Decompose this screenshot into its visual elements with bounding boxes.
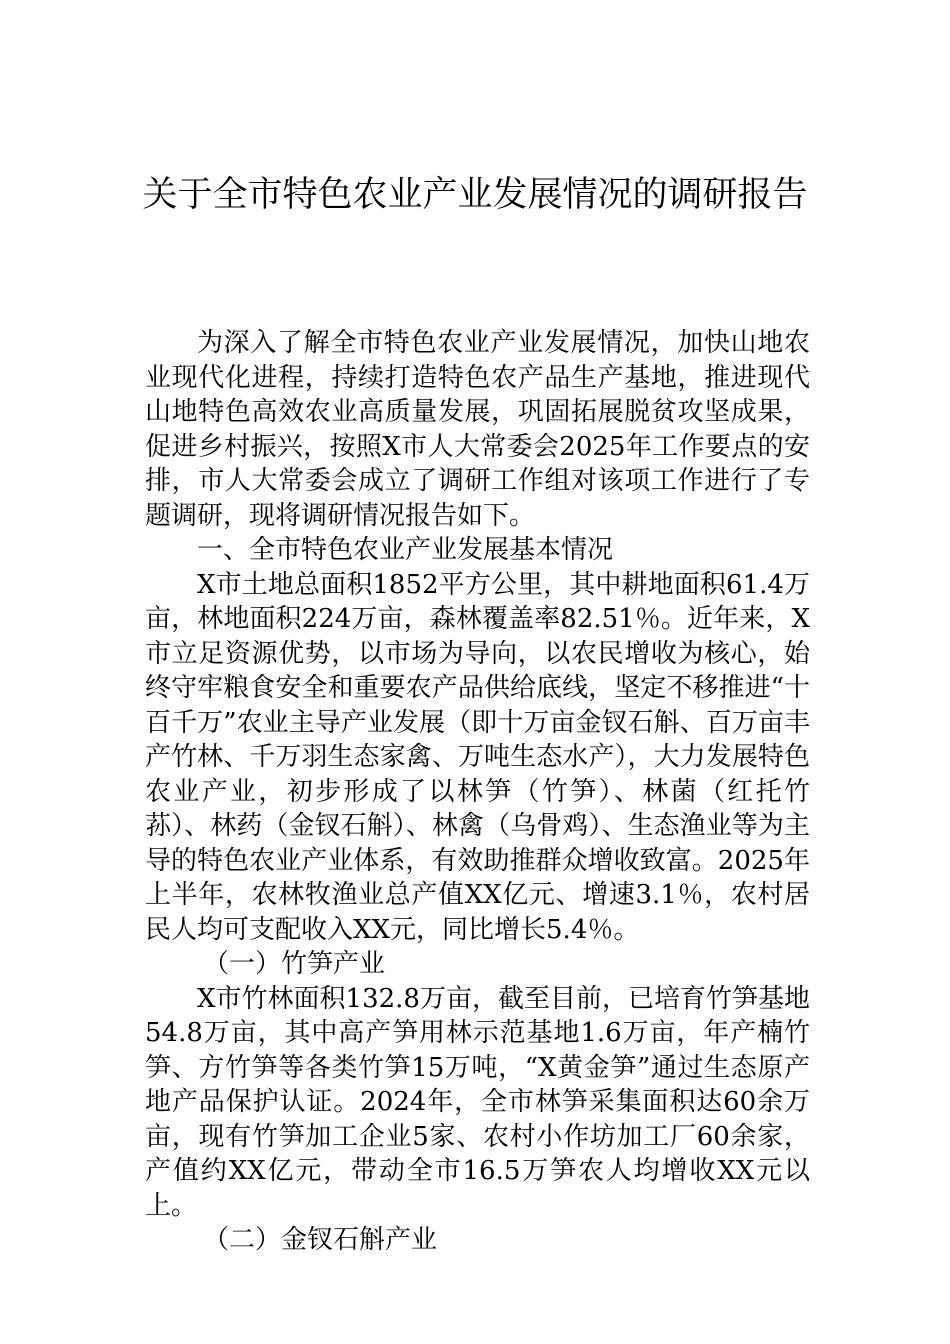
section-heading-1: 一、全市特色农业产业发展基本情况	[197, 535, 614, 565]
document-body	[145, 326, 810, 1258]
overview-paragraph: X市土地总面积1852平方公里，其中耕地面积61.4万亩，林地面积224万亩，森林覆盖率82.51％。近年来，X市立足资源优势，以市场为导向，以农民增收为核心，始终守牢粮食安全和重要农产品供给底线，坚定不移推进“十百千万”农业主导产业发展（即十万亩金钗石斛、百万亩丰产竹林、千万羽生态家禽、万吨生态水产），大力发展特色农业产业，初步形成了以林笋（竹笋）、林菌（红托竹荪）、林药（金钗石斛）、林禽（乌骨鸡）、生态渔业等为主导的特色农业产业体系，有效助推群众增收致富。2025年上半年，农林牧渔业总产值XX亿元、增速3.1％，农村居民人均可支配收入XX元，同比增长5.4％。	[145, 569, 810, 945]
bamboo-paragraph: X市竹林面积132.8万亩，截至目前，已培育竹笋基地54.8万亩，其中高产笋用林示范基地1.6万亩，年产楠竹笋、方竹笋等各类竹笋15万吨，“X黄金笋”通过生态原产地产品保护认证。2024年，全市林笋采集面积达60余万亩，现有竹笋加工企业5家、农村小作坊加工厂60余家，产值约XX亿元，带动全市16.5万笋农人均增收XX元以上。	[145, 983, 810, 1221]
intro-paragraph: 为深入了解全市特色农业产业发展情况，加快山地农业现代化进程，持续打造特色农产品生产基地，推进现代山地特色高效农业高质量发展，巩固拓展脱贫攻坚成果，促进乡村振兴，按照X市人大常委会2025年工作要点的安排，市人大常委会成立了调研工作组对该项工作进行了专题调研，现将调研情况报告如下。	[145, 328, 810, 531]
subsection-heading-bamboo: （一）竹笋产业	[203, 949, 386, 979]
subsection-heading-dendrobium: （二）金钗石斛产业	[203, 1225, 438, 1255]
document-title: 关于全市特色农业产业发展情况的调研报告	[142, 175, 808, 215]
